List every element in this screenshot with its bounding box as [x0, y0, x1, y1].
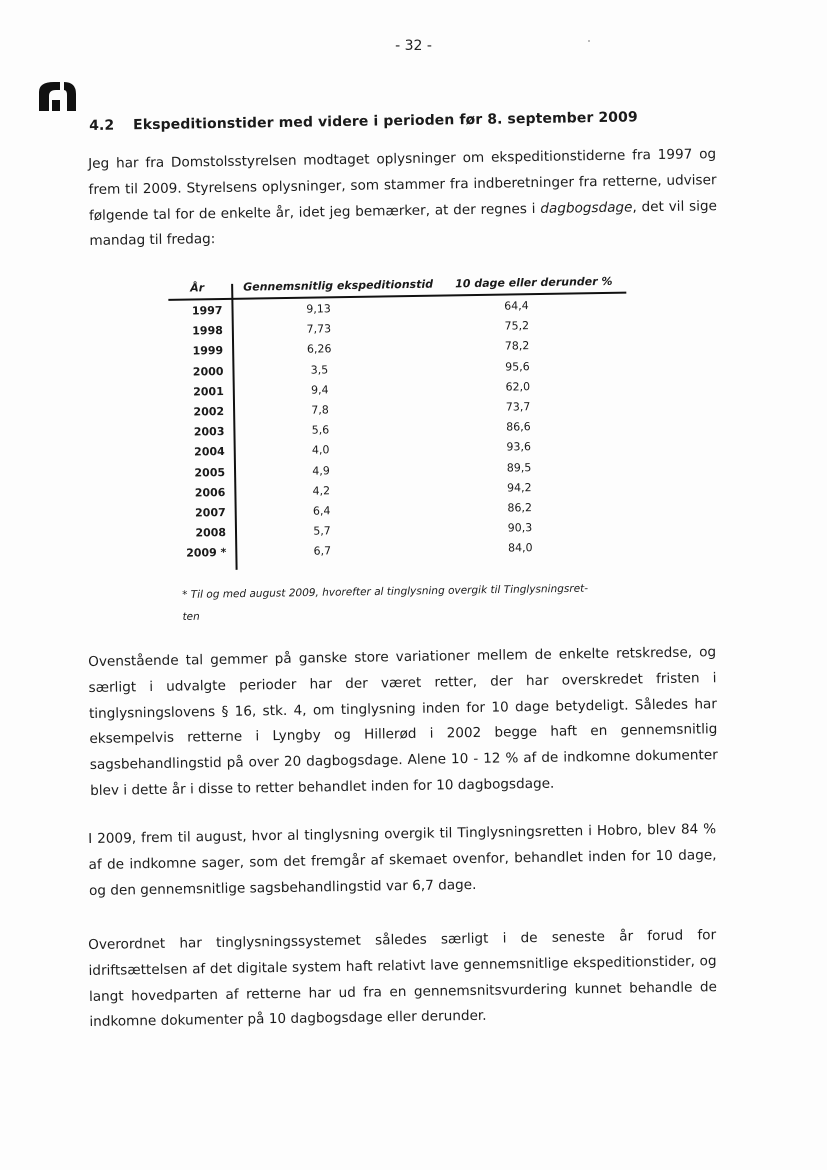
table-cell-pct: 93,6 — [506, 440, 532, 454]
intro-emphasis: dagbogsdage — [540, 199, 633, 217]
table-cell-pct: 78,2 — [504, 339, 530, 353]
table-cell-pct: 90,3 — [507, 521, 533, 535]
table-cell-year: 1997 — [191, 303, 223, 318]
table-cell-year: 2009 * — [186, 546, 227, 560]
table-cell-pct: 73,7 — [505, 400, 531, 414]
intro-text-after: , det vil sige mandag til fredag: — [89, 197, 718, 250]
table-footnote — [182, 577, 643, 628]
table-cell-pct: 75,2 — [504, 319, 530, 333]
table-cell-pct: 86,6 — [506, 420, 531, 434]
table-cell-year: 2005 — [194, 465, 226, 480]
table-cell-avg-time: 6,7 — [313, 544, 332, 558]
paragraph-2009: I 2009, frem til august, hvor al tinglysning overgik til Tinglysningsretten i Hobro, blev 84 % af de indkomne sager, som det fremgår af skemaet ovenfor, behandlet inden for 10 dage, og den gennemsnitlige sagsbehandlingstid var 6,7 dage. — [88, 821, 717, 899]
table-cell-avg-time: 5,6 — [311, 423, 330, 437]
paragraph-variations: Ovenstående tal gemmer på ganske store variationer mellem de enkelte retskredse, og særligt i udvalgte perioder har der været retter, der har overskredet fristen i tinglysningslovens § 16, stk. 4, om tinglysning inden for 10 dage betydeligt. Således har eksempelvis retterne i Lyngby og Hillerød i 2002 begge haft en gennemsnitlig sagsbehandlingstid på over 20 dagbogsdage. Alene 10 - 12 % af de indkomne dokumenter blev i dette år i disse to retter behandlet inden for 10 dagbogsdage. — [88, 644, 718, 799]
table-cell-year: 2006 — [194, 485, 226, 500]
footnote-line-1: * Til og med august 2009, hvorefter al tinglysning overgik til Tinglysningsret- — [182, 582, 589, 601]
table-cell-pct: 62,0 — [505, 379, 531, 394]
table-cell-year: 2000 — [192, 364, 224, 379]
intro-text-before: Jeg har fra Domstolsstyrelsen modtaget oplysninger om ekspeditionstiderne fra 1997 og frem til 2009. Styrelsens oplysninger, som stammer fra indberetninger fra retterne, udviser følgende tal for de enkelte år, idet jeg bemærker, at der regnes i — [88, 146, 717, 224]
table-cell-avg-time: 4,9 — [312, 463, 330, 478]
table-cell-year: 1999 — [192, 344, 224, 358]
table-header-pct: 10 dage eller derunder % — [455, 274, 613, 291]
body-paragraph-2 — [88, 817, 717, 904]
table-cell-pct: 94,2 — [507, 480, 532, 495]
section-title: Ekspeditionstider med videre i perioden før 8. september 2009 — [132, 109, 638, 134]
table-cell-pct: 86,2 — [507, 501, 533, 515]
table-header-avg: Gennemsnitlig ekspeditionstid — [243, 277, 434, 294]
table-cell-pct: 84,0 — [507, 541, 533, 555]
intro-paragraph — [88, 142, 718, 255]
table-column-rule — [231, 284, 237, 570]
page-number: - 32 - — [395, 38, 432, 54]
table-cell-year: 2003 — [193, 425, 225, 439]
table-cell-year: 2008 — [195, 526, 227, 540]
table-cell-pct: 64,4 — [504, 299, 529, 313]
table-cell-avg-time: 7,73 — [306, 322, 332, 336]
table-cell-avg-time: 5,7 — [313, 524, 331, 538]
table-cell-avg-time: 4,0 — [311, 443, 330, 457]
section-number: 4.2 — [89, 117, 115, 134]
table-cell-year: 2002 — [193, 404, 225, 419]
table-cell-avg-time: 7,8 — [311, 403, 329, 417]
paragraph-overall: Overordnet har tinglysningssystemet således særligt i de seneste år forud for idriftsættelsen af det digitale system haft relativt lave gennemsnitlige ekspeditionstider, og langt hovedparten af retterne har ud fra en gennemsnitsvurdering kunnet behandle de indkomne dokumenter på 10 dagbogsdage eller derunder. — [88, 927, 718, 1031]
table-cell-avg-time: 6,4 — [312, 504, 331, 518]
table-cell-avg-time: 9,13 — [306, 302, 331, 316]
body-paragraph-3 — [88, 923, 718, 1036]
table-cell-year: 2004 — [194, 445, 225, 459]
expedition-times-table — [158, 270, 633, 577]
table-cell-year: 2001 — [193, 384, 224, 399]
table-cell-avg-time: 3,5 — [310, 362, 329, 377]
body-paragraph-1 — [88, 640, 718, 805]
table-cell-avg-time: 9,4 — [310, 383, 329, 397]
table-cell-pct: 95,6 — [505, 359, 530, 374]
section-heading — [89, 109, 649, 134]
table-cell-year: 1998 — [192, 324, 223, 338]
table-cell-avg-time: 6,26 — [306, 342, 332, 357]
scan-speck — [588, 40, 590, 42]
ombudsman-logo-icon — [36, 78, 78, 114]
table-cell-pct: 89,5 — [506, 460, 532, 475]
footnote-line-2: ten — [182, 610, 200, 623]
table-header-rule — [168, 292, 626, 301]
table-cell-avg-time: 4,2 — [312, 484, 331, 498]
table-header-year: År — [190, 281, 205, 295]
table-cell-year: 2007 — [194, 505, 226, 520]
